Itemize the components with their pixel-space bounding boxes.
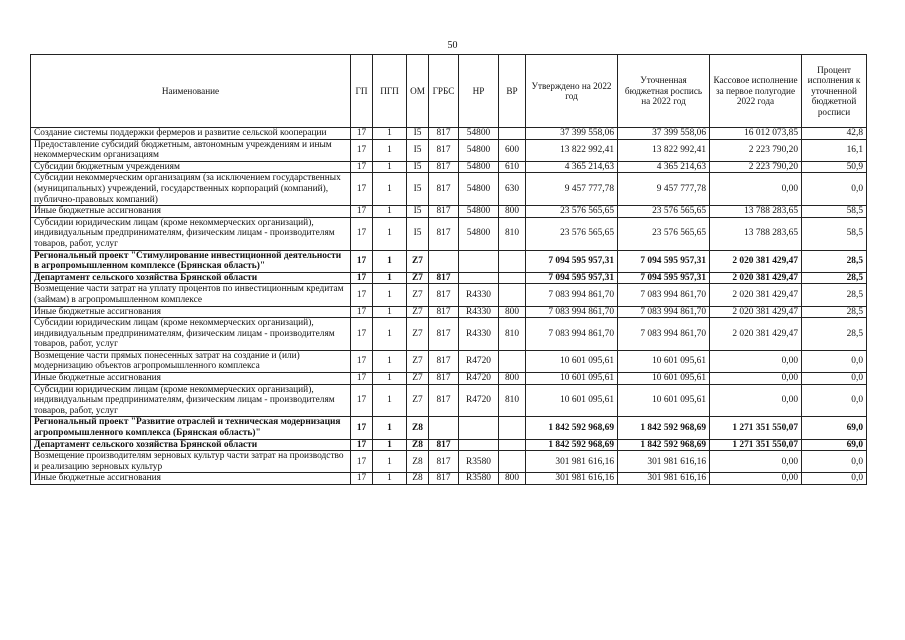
cell-pgp: 1 [373,318,407,351]
table-row [31,284,867,306]
cell-approved: 23 576 565,65 [526,206,618,218]
table-row [31,417,867,439]
cell-nr [459,417,499,439]
cell-name: Субсидии юридическим лицам (кроме некоммерческих организаций), индивидуальным предпринимателям, физическим лицам - производителям товаров, работ, услуг [31,217,351,250]
cell-approved: 1 842 592 968,69 [526,439,618,451]
cell-vr: 810 [499,217,526,250]
cell-refined: 7 083 994 861,70 [618,306,710,318]
cell-vr: 630 [499,173,526,206]
cell-om: I5 [407,206,429,218]
table-body [31,128,867,485]
cell-name: Субсидии бюджетным учреждениям [31,161,351,173]
column-header: ВР [499,55,526,128]
cell-gp: 17 [351,161,373,173]
cell-cash: 0,00 [710,384,802,417]
cell-vr: 810 [499,318,526,351]
column-header: ГП [351,55,373,128]
cell-refined: 301 981 616,16 [618,451,710,473]
cell-grbs [429,250,459,272]
cell-om: Z7 [407,250,429,272]
cell-cash: 2 020 381 429,47 [710,306,802,318]
table-row [31,206,867,218]
cell-percent: 16,1 [802,139,867,161]
cell-name: Иные бюджетные ассигнования [31,373,351,385]
table-row [31,128,867,140]
cell-om: I5 [407,161,429,173]
cell-cash: 0,00 [710,350,802,372]
cell-percent: 69,0 [802,439,867,451]
cell-percent: 28,5 [802,284,867,306]
cell-nr: R3580 [459,473,499,485]
cell-gp: 17 [351,272,373,284]
cell-cash: 0,00 [710,173,802,206]
cell-om: Z7 [407,350,429,372]
table-row [31,439,867,451]
cell-cash: 13 788 283,65 [710,206,802,218]
cell-nr: 54800 [459,173,499,206]
cell-om: I5 [407,173,429,206]
table-row [31,306,867,318]
cell-cash: 2 223 790,20 [710,161,802,173]
cell-refined: 7 094 595 957,31 [618,250,710,272]
cell-vr [499,284,526,306]
cell-approved: 7 083 994 861,70 [526,318,618,351]
cell-name: Иные бюджетные ассигнования [31,473,351,485]
cell-vr [499,128,526,140]
column-header: Уточненная бюджетная роспись на 2022 год [618,55,710,128]
cell-pgp: 1 [373,451,407,473]
cell-grbs: 817 [429,384,459,417]
cell-name: Иные бюджетные ассигнования [31,206,351,218]
cell-gp: 17 [351,451,373,473]
cell-pgp: 1 [373,173,407,206]
cell-pgp: 1 [373,217,407,250]
cell-om: Z7 [407,318,429,351]
cell-percent: 0,0 [802,451,867,473]
cell-name: Региональный проект "Развитие отраслей и техническая модернизация агропромышленного комплекса (Брянская область)" [31,417,351,439]
cell-om: Z8 [407,439,429,451]
cell-cash: 2 020 381 429,47 [710,272,802,284]
cell-approved: 7 094 595 957,31 [526,250,618,272]
cell-gp: 17 [351,173,373,206]
cell-nr: R4330 [459,284,499,306]
cell-pgp: 1 [373,473,407,485]
cell-grbs: 817 [429,373,459,385]
cell-om: Z7 [407,306,429,318]
cell-grbs: 817 [429,139,459,161]
table-row [31,139,867,161]
cell-name: Региональный проект "Стимулирование инвестиционной деятельности в агропромышленном комплексе (Брянская область)" [31,250,351,272]
table-row [31,173,867,206]
cell-grbs: 817 [429,473,459,485]
cell-percent: 58,5 [802,217,867,250]
cell-name: Иные бюджетные ассигнования [31,306,351,318]
cell-name: Субсидии юридическим лицам (кроме некоммерческих организаций), индивидуальным предпринимателям, физическим лицам - производителям товаров, работ, услуг [31,384,351,417]
cell-approved: 301 981 616,16 [526,473,618,485]
cell-nr [459,439,499,451]
cell-pgp: 1 [373,306,407,318]
cell-refined: 301 981 616,16 [618,473,710,485]
cell-pgp: 1 [373,417,407,439]
budget-table [30,54,867,485]
column-header: ОМ [407,55,429,128]
cell-nr: 54800 [459,161,499,173]
cell-approved: 37 399 558,06 [526,128,618,140]
cell-cash: 1 271 351 550,07 [710,417,802,439]
cell-nr: 54800 [459,217,499,250]
cell-vr: 610 [499,161,526,173]
cell-name: Субсидии юридическим лицам (кроме некоммерческих организаций), индивидуальным предпринимателям, физическим лицам - производителям товаров, работ, услуг [31,318,351,351]
cell-name: Возмещение части прямых понесенных затрат на создание и (или) модернизацию объектов агропромышленного комплекса [31,350,351,372]
cell-gp: 17 [351,439,373,451]
cell-refined: 7 083 994 861,70 [618,318,710,351]
cell-vr [499,250,526,272]
cell-nr: R4720 [459,350,499,372]
cell-percent: 50,9 [802,161,867,173]
cell-nr: R4330 [459,306,499,318]
cell-nr: 54800 [459,128,499,140]
cell-vr [499,272,526,284]
cell-nr: R4720 [459,384,499,417]
cell-approved: 10 601 095,61 [526,350,618,372]
cell-percent: 28,5 [802,318,867,351]
cell-grbs: 817 [429,439,459,451]
cell-percent: 42,8 [802,128,867,140]
cell-pgp: 1 [373,373,407,385]
column-header: Процент исполнения к уточненной бюджетной росписи [802,55,867,128]
cell-grbs: 817 [429,206,459,218]
cell-approved: 10 601 095,61 [526,373,618,385]
cell-cash: 0,00 [710,451,802,473]
cell-om: Z8 [407,417,429,439]
cell-om: Z8 [407,451,429,473]
cell-om: Z7 [407,284,429,306]
cell-percent: 28,5 [802,272,867,284]
cell-grbs: 817 [429,350,459,372]
cell-grbs: 817 [429,284,459,306]
cell-gp: 17 [351,373,373,385]
cell-gp: 17 [351,384,373,417]
cell-percent: 69,0 [802,417,867,439]
cell-gp: 17 [351,217,373,250]
cell-percent: 0,0 [802,373,867,385]
column-header: ГРБС [429,55,459,128]
cell-approved: 10 601 095,61 [526,384,618,417]
cell-grbs: 817 [429,318,459,351]
cell-nr: R4330 [459,318,499,351]
cell-nr: 54800 [459,206,499,218]
cell-om: I5 [407,128,429,140]
cell-vr: 800 [499,306,526,318]
cell-approved: 301 981 616,16 [526,451,618,473]
cell-om: Z7 [407,384,429,417]
cell-refined: 4 365 214,63 [618,161,710,173]
cell-nr [459,272,499,284]
cell-vr [499,451,526,473]
cell-vr [499,417,526,439]
cell-name: Возмещение производителям зерновых культур части затрат на производство и реализацию зерновых культур [31,451,351,473]
cell-approved: 23 576 565,65 [526,217,618,250]
cell-refined: 37 399 558,06 [618,128,710,140]
cell-vr [499,350,526,372]
table-row [31,373,867,385]
cell-name: Возмещение части затрат на уплату процентов по инвестиционным кредитам (займам) в агропромышленном комплексе [31,284,351,306]
cell-pgp: 1 [373,272,407,284]
cell-refined: 1 842 592 968,69 [618,439,710,451]
cell-gp: 17 [351,306,373,318]
cell-nr: R3580 [459,451,499,473]
cell-cash: 2 020 381 429,47 [710,318,802,351]
cell-approved: 1 842 592 968,69 [526,417,618,439]
cell-name: Департамент сельского хозяйства Брянской области [31,439,351,451]
cell-pgp: 1 [373,161,407,173]
cell-cash: 1 271 351 550,07 [710,439,802,451]
cell-gp: 17 [351,473,373,485]
cell-pgp: 1 [373,439,407,451]
cell-percent: 0,0 [802,350,867,372]
cell-refined: 10 601 095,61 [618,384,710,417]
page-number: 50 [447,40,458,51]
cell-om: Z7 [407,272,429,284]
cell-grbs: 817 [429,161,459,173]
cell-refined: 10 601 095,61 [618,350,710,372]
cell-pgp: 1 [373,139,407,161]
cell-vr: 800 [499,206,526,218]
cell-refined: 9 457 777,78 [618,173,710,206]
cell-refined: 23 576 565,65 [618,206,710,218]
table-row [31,318,867,351]
cell-gp: 17 [351,206,373,218]
table-row [31,272,867,284]
cell-om: I5 [407,217,429,250]
cell-vr: 800 [499,373,526,385]
cell-grbs: 817 [429,306,459,318]
cell-name: Создание системы поддержки фермеров и развитие сельской кооперации [31,128,351,140]
table-row [31,350,867,372]
cell-grbs: 817 [429,272,459,284]
cell-cash: 2 020 381 429,47 [710,250,802,272]
cell-refined: 23 576 565,65 [618,217,710,250]
cell-grbs: 817 [429,451,459,473]
cell-refined: 7 094 595 957,31 [618,272,710,284]
cell-nr: 54800 [459,139,499,161]
cell-cash: 16 012 073,85 [710,128,802,140]
cell-cash: 0,00 [710,373,802,385]
cell-name: Предоставление субсидий бюджетным, автономным учреждениям и иным некоммерческим организациям [31,139,351,161]
cell-om: I5 [407,139,429,161]
cell-vr [499,439,526,451]
cell-grbs [429,417,459,439]
cell-gp: 17 [351,250,373,272]
cell-approved: 7 094 595 957,31 [526,272,618,284]
cell-gp: 17 [351,350,373,372]
cell-approved: 4 365 214,63 [526,161,618,173]
cell-om: Z8 [407,473,429,485]
cell-name: Департамент сельского хозяйства Брянской области [31,272,351,284]
column-header: Наименование [31,55,351,128]
cell-nr: R4720 [459,373,499,385]
cell-approved: 7 083 994 861,70 [526,306,618,318]
cell-refined: 1 842 592 968,69 [618,417,710,439]
cell-percent: 0,0 [802,384,867,417]
cell-gp: 17 [351,284,373,306]
table-row [31,161,867,173]
cell-cash: 2 223 790,20 [710,139,802,161]
table-row [31,250,867,272]
cell-percent: 0,0 [802,173,867,206]
column-header: ПГП [373,55,407,128]
cell-pgp: 1 [373,128,407,140]
cell-vr: 810 [499,384,526,417]
column-header: НР [459,55,499,128]
cell-om: Z7 [407,373,429,385]
cell-vr: 800 [499,473,526,485]
cell-cash: 13 788 283,65 [710,217,802,250]
cell-approved: 7 083 994 861,70 [526,284,618,306]
cell-nr [459,250,499,272]
cell-refined: 13 822 992,41 [618,139,710,161]
table-row [31,217,867,250]
cell-pgp: 1 [373,350,407,372]
cell-pgp: 1 [373,284,407,306]
cell-approved: 13 822 992,41 [526,139,618,161]
cell-gp: 17 [351,318,373,351]
cell-percent: 28,5 [802,250,867,272]
cell-grbs: 817 [429,128,459,140]
cell-cash: 0,00 [710,473,802,485]
cell-vr: 600 [499,139,526,161]
cell-gp: 17 [351,128,373,140]
column-header: Кассовое исполнение за первое полугодие 2022 года [710,55,802,128]
table-header-row [31,55,867,128]
cell-gp: 17 [351,417,373,439]
cell-name: Субсидии некоммерческим организациям (за исключением государственных (муниципальных) учреждений, государственных корпораций (компаний), публично-правовых компаний) [31,173,351,206]
cell-pgp: 1 [373,250,407,272]
cell-grbs: 817 [429,173,459,206]
cell-percent: 0,0 [802,473,867,485]
cell-percent: 28,5 [802,306,867,318]
cell-approved: 9 457 777,78 [526,173,618,206]
cell-pgp: 1 [373,384,407,417]
table-row [31,384,867,417]
cell-refined: 10 601 095,61 [618,373,710,385]
cell-grbs: 817 [429,217,459,250]
cell-percent: 58,5 [802,206,867,218]
cell-gp: 17 [351,139,373,161]
table-row [31,473,867,485]
cell-pgp: 1 [373,206,407,218]
table-row [31,451,867,473]
cell-refined: 7 083 994 861,70 [618,284,710,306]
column-header: Утверждено на 2022 год [526,55,618,128]
cell-cash: 2 020 381 429,47 [710,284,802,306]
